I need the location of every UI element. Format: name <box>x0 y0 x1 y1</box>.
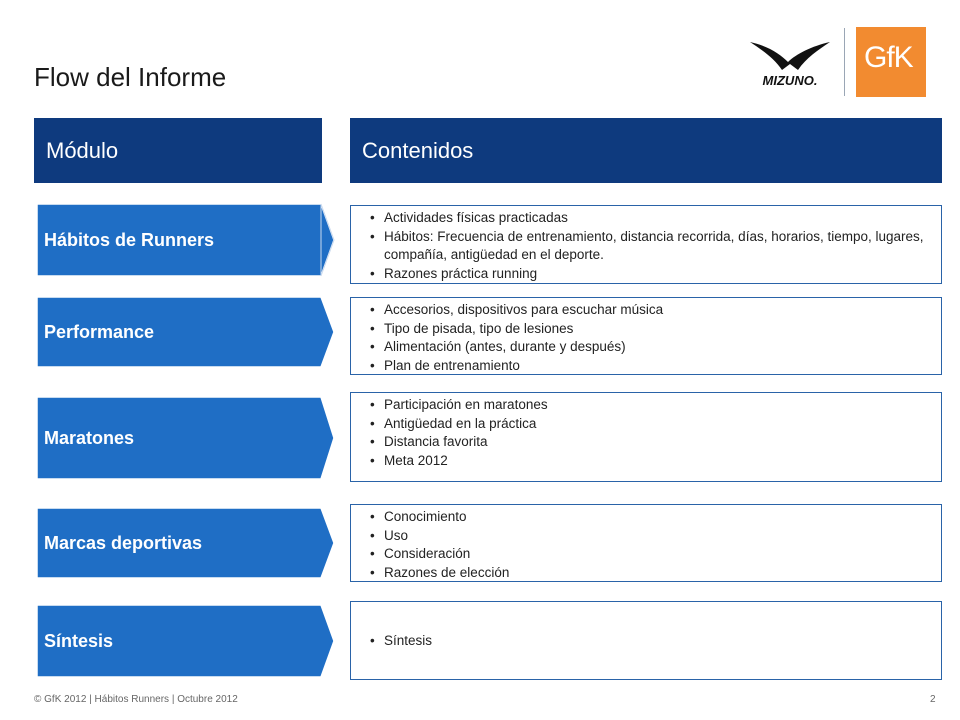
logo-divider <box>844 28 845 96</box>
list-item: • Razones práctica running <box>370 265 931 284</box>
modulo-header: Módulo <box>34 118 322 183</box>
footer-text: © GfK 2012 | Hábitos Runners | Octubre 2012 <box>34 694 238 705</box>
list-item: • Actividades físicas practicadas <box>370 209 931 228</box>
module-label: Performance <box>44 322 155 342</box>
list-item: • Uso <box>370 527 931 546</box>
module-arrow-sintesis <box>34 602 340 680</box>
list-item: • Razones de elección <box>370 564 931 583</box>
module-label: Síntesis <box>44 631 114 651</box>
list-item: • Meta 2012 <box>370 452 931 471</box>
module-arrow-performance <box>34 294 340 370</box>
module-label: Maratones <box>44 428 135 448</box>
module-label: Marcas deportivas <box>44 533 203 553</box>
page-number: 2 <box>930 694 936 705</box>
list-item: • Participación en maratones <box>370 396 931 415</box>
list-item: • Síntesis <box>370 632 931 651</box>
page-title: Flow del Informe <box>34 62 227 92</box>
module-arrow-marcas <box>34 505 340 581</box>
contenidos-header: Contenidos <box>350 118 942 183</box>
list-item: • Consideración <box>370 545 931 564</box>
list-item: • Distancia favorita <box>370 433 931 452</box>
list-item: • Plan de entrenamiento <box>370 357 931 376</box>
list-item: • Alimentación (antes, durante y después) <box>370 338 931 357</box>
contenidos-box-habitos <box>350 205 942 284</box>
contenidos-box-maratones <box>350 392 942 482</box>
module-label: Hábitos de Runners <box>44 230 215 250</box>
list-item: • Antigüedad en la práctica <box>370 415 931 434</box>
contenidos-box-marcas <box>350 504 942 582</box>
list-item: • Conocimiento <box>370 508 931 527</box>
contenidos-box-sintesis <box>350 601 942 680</box>
list-item: • Hábitos: Frecuencia de entrenamiento, distancia recorrida, días, horarios, tiempo, lugares, compañía, antigüedad en el deporte. <box>370 228 931 265</box>
svg-text:MIZUNO.: MIZUNO. <box>762 73 818 88</box>
contenidos-box-performance <box>350 297 942 375</box>
list-item: • Accesorios, dispositivos para escuchar música <box>370 301 931 320</box>
gfk-logo: GfK <box>856 27 926 97</box>
mizuno-logo <box>748 40 832 90</box>
module-arrow-maratones <box>34 394 340 482</box>
module-arrow-habitos <box>34 201 340 279</box>
list-item: • Tipo de pisada, tipo de lesiones <box>370 320 931 339</box>
